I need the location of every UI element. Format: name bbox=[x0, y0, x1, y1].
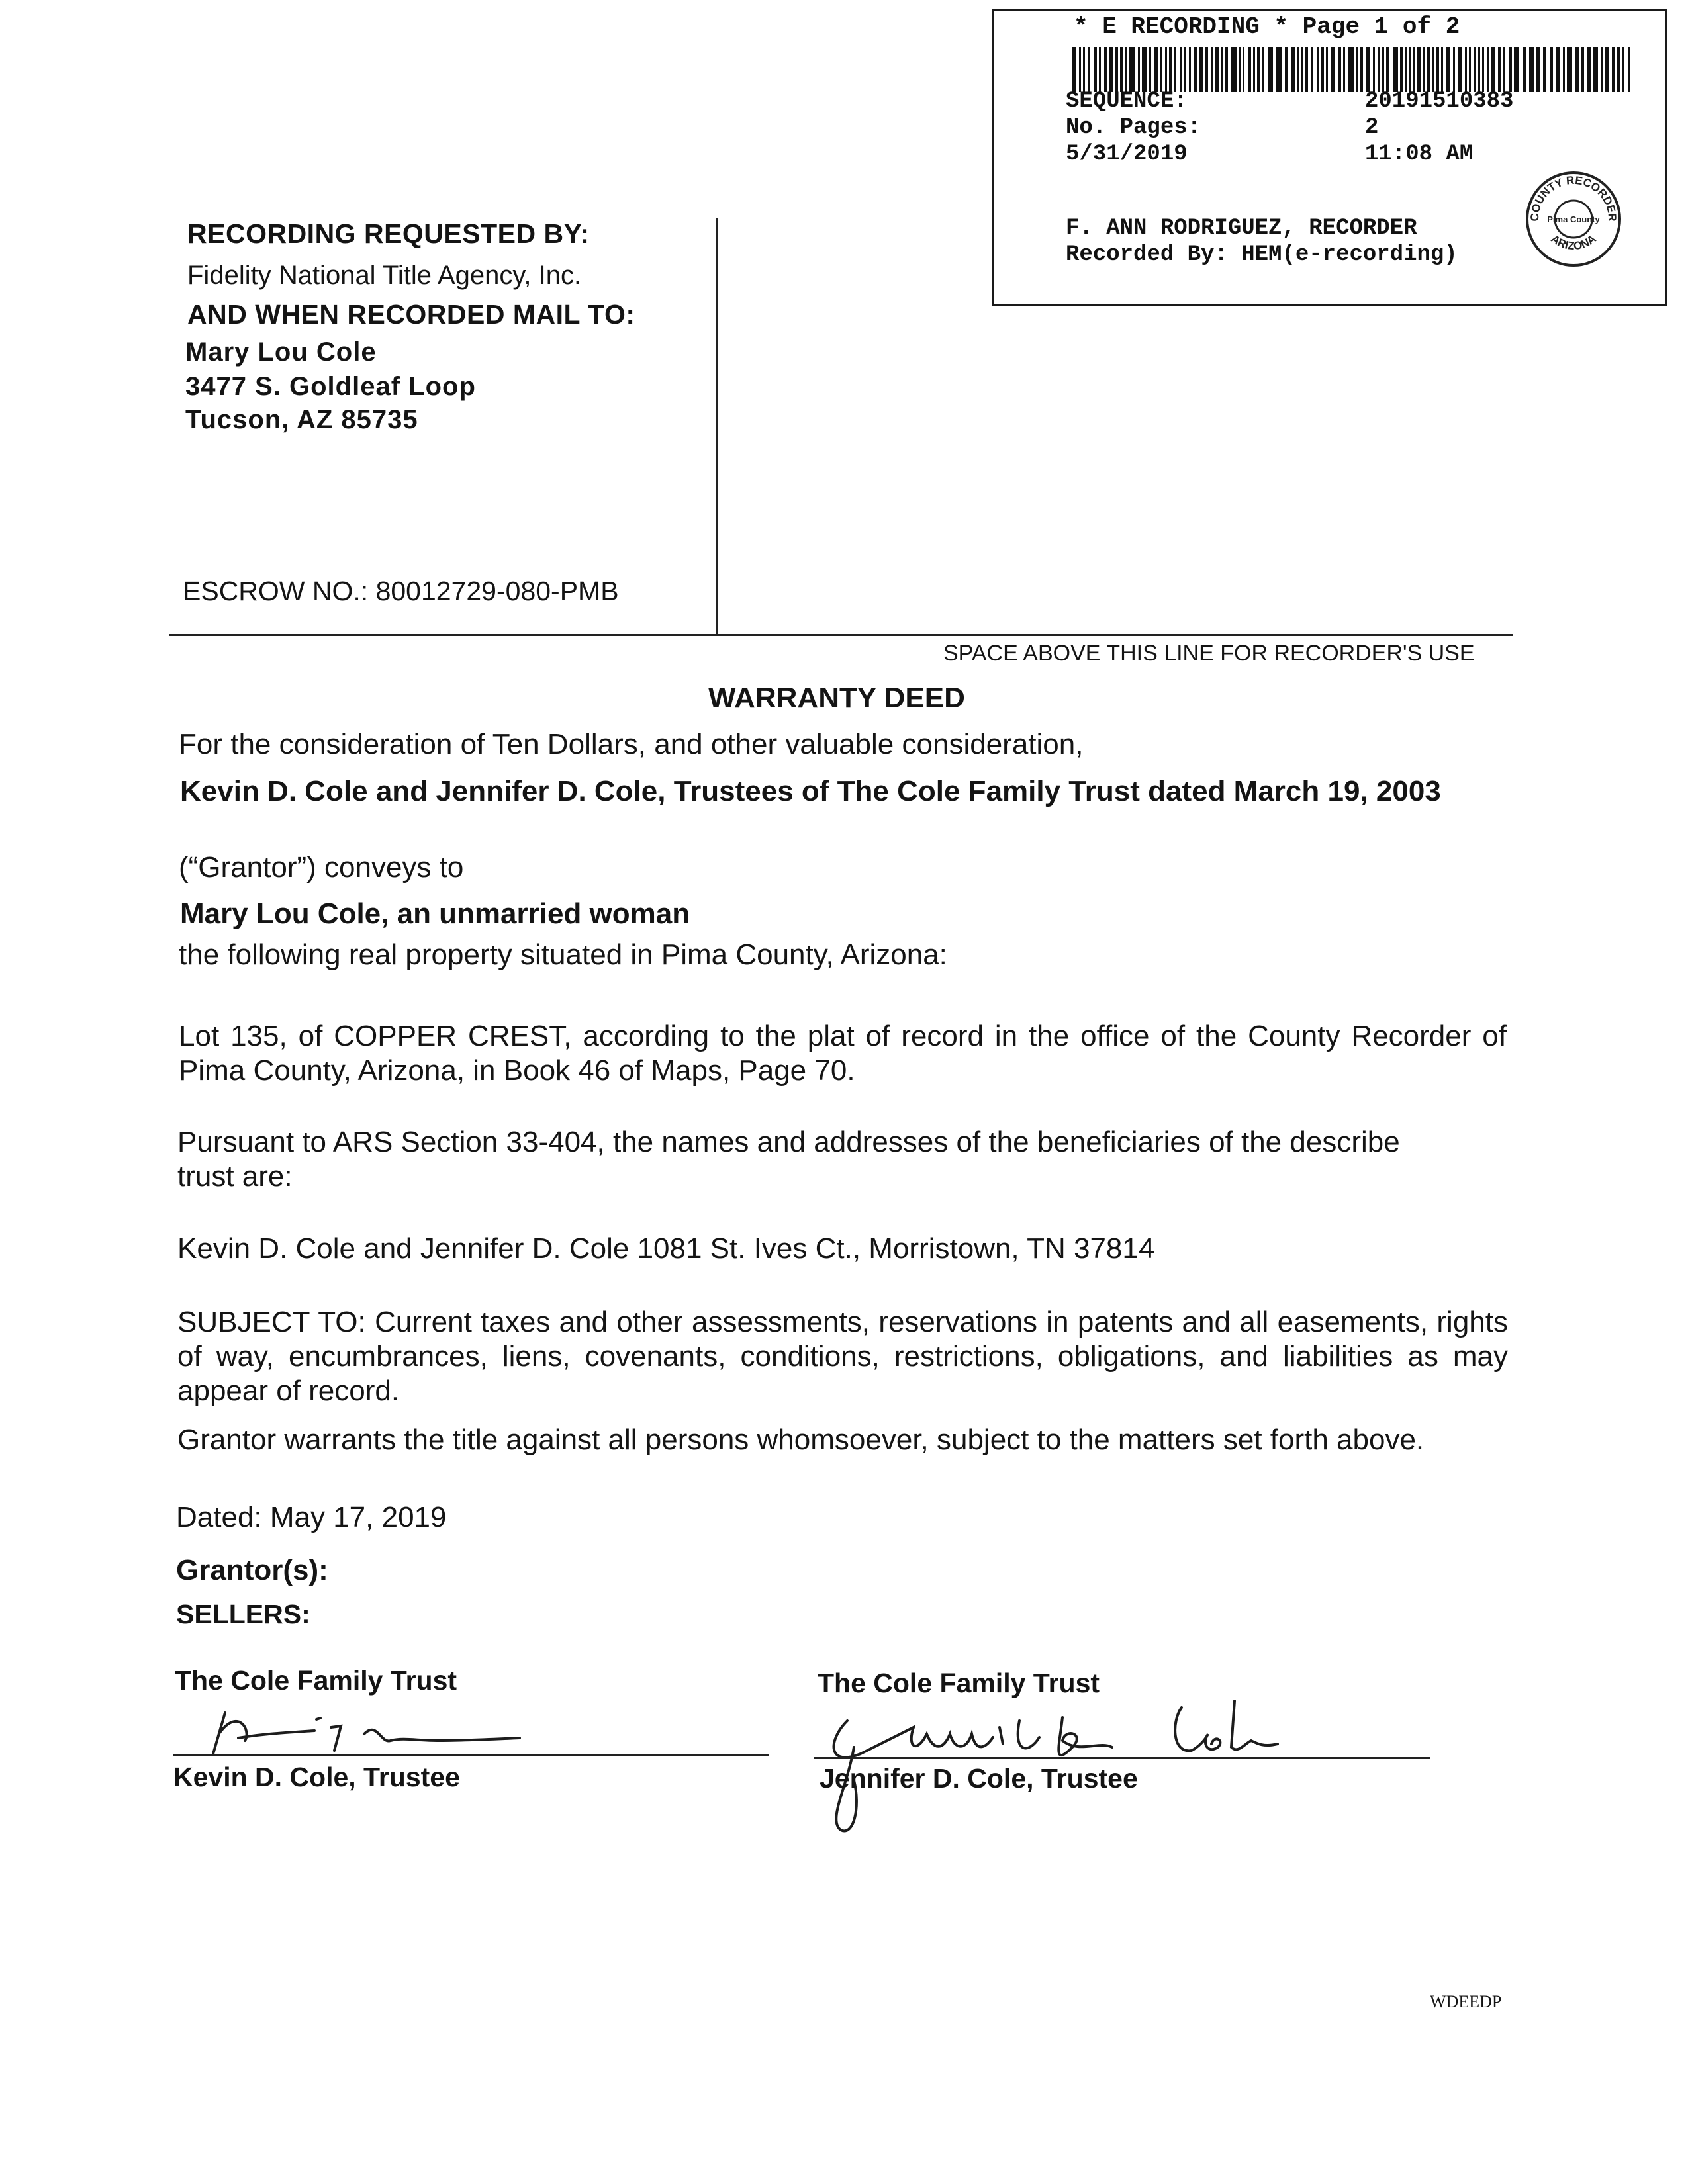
barcode-bar bbox=[1129, 47, 1135, 92]
stamp-recorder: F. ANN RODRIGUEZ, RECORDER bbox=[1066, 216, 1417, 241]
beneficiaries-intro: Pursuant to ARS Section 33-404, the names and addresses of the beneficiaries of the describe trust are: bbox=[177, 1126, 1400, 1193]
barcode-bar bbox=[1453, 47, 1455, 92]
deed-title: WARRANTY DEED bbox=[708, 682, 965, 714]
grantors-label: Grantor(s): bbox=[176, 1554, 328, 1586]
barcode-bar bbox=[1469, 47, 1471, 92]
barcode-bar bbox=[1239, 47, 1241, 92]
county-seal-icon bbox=[1524, 169, 1623, 269]
stamp-title: * E RECORDING * Page 1 of 2 bbox=[1074, 13, 1460, 40]
barcode-bar bbox=[1612, 47, 1615, 92]
barcode-bar bbox=[1301, 47, 1303, 92]
barcode-bar bbox=[1338, 47, 1341, 92]
barcode-bar bbox=[1199, 47, 1203, 92]
barcode-bar bbox=[1409, 47, 1411, 92]
barcode-bar bbox=[1317, 47, 1319, 92]
barcode-bar bbox=[1393, 47, 1398, 92]
recorder-space-line bbox=[169, 634, 1513, 636]
kevin-cole-signature bbox=[199, 1694, 543, 1760]
barcode-bar bbox=[1194, 47, 1197, 92]
barcode-bar bbox=[1297, 47, 1299, 92]
barcode-bar bbox=[1605, 47, 1609, 92]
barcode-bar bbox=[1563, 47, 1565, 92]
barcode-bar bbox=[1109, 47, 1113, 92]
barcode-bar bbox=[1417, 47, 1421, 92]
sellers-label: SELLERS: bbox=[176, 1599, 310, 1629]
barcode-bar bbox=[1587, 47, 1591, 92]
barcode-bar bbox=[1536, 47, 1540, 92]
left-signature-line bbox=[173, 1754, 769, 1756]
barcode-bar bbox=[1221, 47, 1223, 92]
barcode-bar bbox=[1550, 47, 1553, 92]
space-above-note: SPACE ABOVE THIS LINE FOR RECORDER'S USE bbox=[943, 641, 1475, 666]
barcode-bar bbox=[1285, 47, 1288, 92]
legal-description: Lot 135, of COPPER CREST, according to the plat of record in the office of the County Recorder of Pima County, Arizona, in Book 46 of Maps, Page 70. bbox=[179, 1020, 1507, 1087]
barcode-bar bbox=[1115, 47, 1118, 92]
right-signature-line bbox=[814, 1757, 1430, 1759]
barcode-bar bbox=[1142, 47, 1147, 92]
grantee-name: Mary Lou Cole, an unmarried woman bbox=[180, 897, 690, 930]
barcode-bar bbox=[1487, 47, 1489, 92]
barcode-bar bbox=[1326, 47, 1328, 92]
barcode-bar bbox=[1432, 47, 1434, 92]
mail-to-label: AND WHEN RECORDED MAIL TO: bbox=[187, 299, 635, 330]
barcode-bar bbox=[1160, 47, 1162, 92]
barcode-bar bbox=[1253, 47, 1255, 92]
consideration-text: For the consideration of Ten Dollars, and other valuable consideration, bbox=[179, 728, 1084, 760]
barcode-bar bbox=[1189, 47, 1191, 92]
barcode-bar bbox=[1225, 47, 1228, 92]
barcode-bar bbox=[1205, 47, 1208, 92]
header-divider-vertical bbox=[716, 218, 718, 635]
barcode-bar bbox=[1360, 47, 1363, 92]
barcode-bar bbox=[1262, 47, 1264, 92]
barcode-bar bbox=[1378, 47, 1380, 92]
escrow-number: ESCROW NO.: 80012729-080-PMB bbox=[183, 576, 619, 606]
barcode-bar bbox=[1446, 47, 1450, 92]
right-trust-name: The Cole Family Trust bbox=[818, 1668, 1100, 1698]
barcode-bar bbox=[1321, 47, 1324, 92]
barcode-bar bbox=[1427, 47, 1430, 92]
barcode-bar bbox=[1382, 47, 1384, 92]
barcode-bar bbox=[1215, 47, 1219, 92]
seal-center-text: Pima County bbox=[1547, 214, 1600, 224]
barcode-bar bbox=[1523, 47, 1526, 92]
beneficiaries-text: Kevin D. Cole and Jennifer D. Cole 1081 St. Ives Ct., Morristown, TN 37814 bbox=[177, 1232, 1155, 1265]
barcode-bar bbox=[1243, 47, 1244, 92]
barcode-bar bbox=[1305, 47, 1308, 92]
barcode-bar bbox=[1386, 47, 1389, 92]
barcode-bar bbox=[1169, 47, 1172, 92]
property-intro: the following real property situated in Pima County, Arizona: bbox=[179, 938, 947, 971]
barcode-bar bbox=[1211, 47, 1213, 92]
barcode-bar bbox=[1498, 47, 1501, 92]
barcode-bar bbox=[1628, 47, 1630, 92]
barcode-bar bbox=[1268, 47, 1273, 92]
mail-to-name: Mary Lou Cole bbox=[185, 338, 377, 367]
barcode-bar bbox=[1149, 47, 1151, 92]
barcode-bar bbox=[1257, 47, 1260, 92]
barcode-bar bbox=[1083, 47, 1085, 92]
requested-by-label: RECORDING REQUESTED BY: bbox=[187, 218, 590, 249]
left-signer-name: Kevin D. Cole, Trustee bbox=[173, 1762, 460, 1792]
warranty-text: Grantor warrants the title against all persons whomsoever, subject to the matters set forth above. bbox=[177, 1424, 1425, 1456]
barcode-bar bbox=[1556, 47, 1560, 92]
barcode-bar bbox=[1575, 47, 1579, 92]
barcode-bar bbox=[1478, 47, 1480, 92]
barcode-bar bbox=[1291, 47, 1295, 92]
barcode-bar bbox=[1099, 47, 1101, 92]
barcode-bar bbox=[1529, 47, 1534, 92]
barcode-bar bbox=[1593, 47, 1598, 92]
barcode-bar bbox=[1373, 47, 1375, 92]
barcode-bar bbox=[1509, 47, 1512, 92]
barcode-bar bbox=[1079, 47, 1081, 92]
barcode-bar bbox=[1174, 47, 1176, 92]
barcode-bar bbox=[1400, 47, 1403, 92]
conveys-text: (“Grantor”) conveys to bbox=[179, 851, 464, 884]
barcode-bar bbox=[1311, 47, 1313, 92]
barcode-bar bbox=[1503, 47, 1505, 92]
barcode-bar bbox=[1543, 47, 1546, 92]
barcode-bar bbox=[1514, 47, 1519, 92]
barcode-bar bbox=[1104, 47, 1107, 92]
barcode-bar bbox=[1094, 47, 1097, 92]
barcode-bar bbox=[1072, 47, 1076, 92]
barcode-bar bbox=[1491, 47, 1495, 92]
barcode-bar bbox=[1474, 47, 1476, 92]
barcode-bar bbox=[1366, 47, 1370, 92]
barcode-bar bbox=[1343, 47, 1345, 92]
stamp-pages-value: 2 bbox=[1365, 115, 1379, 140]
right-signer-name: Jennifer D. Cole, Trustee bbox=[820, 1763, 1138, 1794]
barcode-bar bbox=[1088, 47, 1090, 92]
barcode-bar bbox=[1405, 47, 1407, 92]
stamp-time: 11:08 AM bbox=[1365, 142, 1474, 167]
barcode-bar bbox=[1567, 47, 1572, 92]
barcode-bar bbox=[1441, 47, 1443, 92]
jennifer-cole-signature bbox=[801, 1681, 1317, 1840]
barcode-bar bbox=[1458, 47, 1462, 92]
barcode-bar bbox=[1165, 47, 1167, 92]
stamp-recorded-by: Recorded By: HEM(e-recording) bbox=[1066, 242, 1458, 267]
barcode-bar bbox=[1331, 47, 1335, 92]
stamp-date: 5/31/2019 bbox=[1066, 142, 1188, 167]
stamp-sequence-label: SEQUENCE: bbox=[1066, 89, 1188, 114]
form-code: WDEEDP bbox=[1430, 1992, 1502, 2011]
barcode-bar bbox=[1154, 47, 1158, 92]
requested-by-value: Fidelity National Title Agency, Inc. bbox=[187, 261, 582, 290]
barcode-bar bbox=[1231, 47, 1237, 92]
barcode-bar bbox=[1617, 47, 1620, 92]
recorder-stamp bbox=[992, 9, 1667, 306]
barcode-bar bbox=[1276, 47, 1282, 92]
barcode-bar bbox=[1482, 47, 1484, 92]
barcode-bar bbox=[1138, 47, 1140, 92]
barcode-bar bbox=[1601, 47, 1603, 92]
barcode-bar bbox=[1180, 47, 1182, 92]
dated-text: Dated: May 17, 2019 bbox=[176, 1501, 447, 1533]
barcode-bar bbox=[1120, 47, 1123, 92]
stamp-pages-label: No. Pages: bbox=[1066, 115, 1201, 140]
barcode-bar bbox=[1356, 47, 1358, 92]
stamp-sequence-value: 20191510383 bbox=[1365, 89, 1514, 114]
barcode-bar bbox=[1436, 47, 1439, 92]
left-trust-name: The Cole Family Trust bbox=[175, 1665, 457, 1696]
mail-to-street: 3477 S. Goldleaf Loop bbox=[185, 372, 476, 401]
barcode-bar bbox=[1184, 47, 1186, 92]
barcode-bar bbox=[1413, 47, 1415, 92]
barcode-bar bbox=[1581, 47, 1584, 92]
seal-bottom-text: ARIZONA bbox=[1548, 232, 1599, 253]
grantor-names: Kevin D. Cole and Jennifer D. Cole, Trustees of The Cole Family Trust dated March 19, 2003 bbox=[180, 775, 1441, 807]
mail-to-city: Tucson, AZ 85735 bbox=[185, 405, 418, 434]
barcode-bar bbox=[1348, 47, 1354, 92]
subject-to-text: SUBJECT TO: Current taxes and other assessments, reservations in patents and all easements, rights of way, encumbrances, liens, covenants, conditions, restrictions, obligations, and liabilities as may appear of record. bbox=[177, 1306, 1508, 1407]
barcode-bar bbox=[1248, 47, 1251, 92]
barcode bbox=[1072, 47, 1636, 92]
barcode-bar bbox=[1465, 47, 1467, 92]
seal-top-text: COUNTY RECORDER bbox=[1528, 173, 1619, 222]
barcode-bar bbox=[1125, 47, 1127, 92]
barcode-bar bbox=[1622, 47, 1624, 92]
barcode-bar bbox=[1423, 47, 1425, 92]
